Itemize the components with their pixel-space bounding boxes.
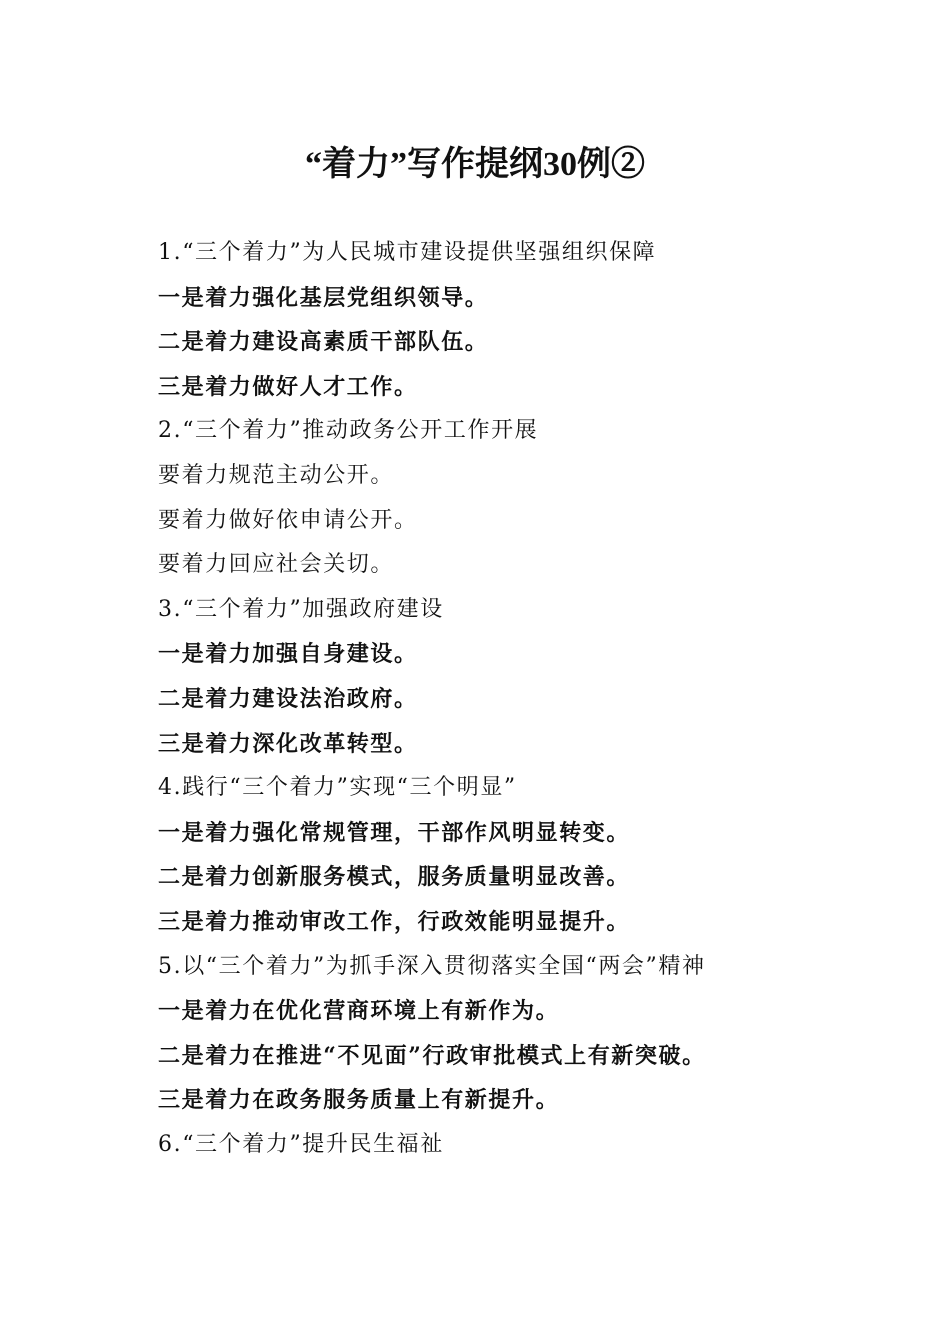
outline-line: 5.以“三个着力”为抓手深入贯彻落实全国“两会”精神 — [158, 953, 706, 979]
outline-line: 3.“三个着力”加强政府建设 — [158, 596, 444, 622]
outline-point: 二是着力创新服务模式，服务质量明显改善。 — [158, 864, 631, 891]
outline-line: 1.“三个着力”为人民城市建设提供坚强组织保障 — [158, 240, 657, 265]
outline-point: 二是着力建设法治政府。 — [158, 685, 418, 712]
outline-point: 三是着力推动审改工作，行政效能明显提升。 — [158, 908, 631, 935]
outline-point: 二是着力在推进“不见面”行政审批模式上有新突破。 — [158, 1042, 706, 1069]
outline-line: 要着力做好依申请公开。 — [158, 507, 418, 533]
outline-point: 一是着力强化常规管理，干部作风明显转变。 — [158, 819, 631, 846]
outline-line: 2.“三个着力”推动政务公开工作开展 — [158, 418, 539, 444]
outline-point: 三是着力在政务服务质量上有新提升。 — [158, 1087, 560, 1114]
document-title: “着力”写作提纲30例② — [305, 146, 645, 183]
outline-point: 一是着力在优化营商环境上有新作为。 — [158, 998, 560, 1025]
outline-line: 要着力规范主动公开。 — [158, 462, 395, 488]
outline-point: 三是着力做好人才工作。 — [158, 373, 418, 400]
outline-point: 一是着力强化基层党组织领导。 — [158, 284, 489, 311]
outline-point: 三是着力深化改革转型。 — [158, 730, 418, 757]
document-body — [158, 236, 858, 1172]
outline-line: 4.践行“三个着力”实现“三个明显” — [158, 775, 517, 801]
outline-line: 6.“三个着力”提升民生福祉 — [158, 1131, 444, 1157]
outline-line: 要着力回应社会关切。 — [158, 552, 395, 578]
outline-point: 一是着力加强自身建设。 — [158, 641, 418, 668]
outline-point: 二是着力建设高素质干部队伍。 — [158, 329, 489, 356]
